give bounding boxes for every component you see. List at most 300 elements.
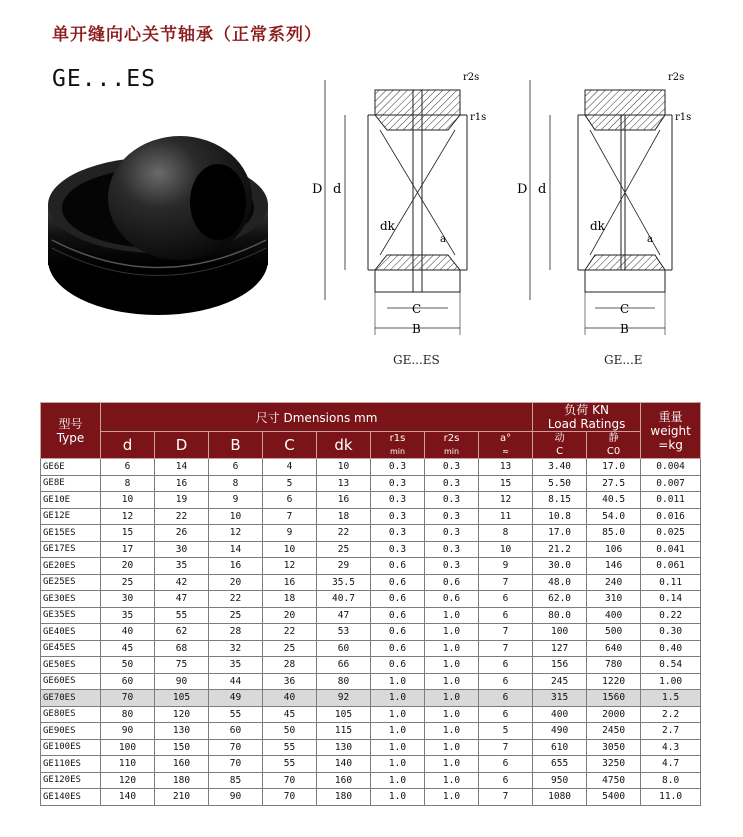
table-cell: 70	[209, 739, 263, 756]
col-r1s	[371, 432, 425, 459]
table-cell: 4750	[587, 772, 641, 789]
cell-type: GE15ES	[41, 525, 101, 542]
caption-ge-es: GE...ES	[393, 353, 440, 367]
table-cell: 160	[317, 772, 371, 789]
table-row	[41, 607, 701, 624]
table-cell: 5	[479, 723, 533, 740]
table-cell: 160	[155, 756, 209, 773]
label-C: C	[412, 302, 422, 316]
table-cell: 22	[209, 591, 263, 608]
col-r2s-label: r2s	[443, 433, 460, 444]
cell-type: GE120ES	[41, 772, 101, 789]
table-row	[41, 640, 701, 657]
label-B: B	[412, 322, 421, 336]
table-cell: 30	[101, 591, 155, 608]
table-cell: 1.0	[425, 756, 479, 773]
table-cell: 0.14	[641, 591, 701, 608]
table-cell: 0.11	[641, 574, 701, 591]
header-type-cn: 型号	[58, 416, 83, 431]
table-cell: 55	[155, 607, 209, 624]
table-cell: 7	[479, 624, 533, 641]
table-cell: 140	[101, 789, 155, 806]
table-cell: 315	[533, 690, 587, 707]
table-cell: 1.0	[425, 772, 479, 789]
table-cell: 50	[263, 723, 317, 740]
table-cell: 100	[533, 624, 587, 641]
col-r1s-sub: min	[389, 447, 406, 456]
table-cell: 1.0	[425, 690, 479, 707]
col-dynamic-label: C	[556, 446, 564, 457]
table-cell: 210	[155, 789, 209, 806]
table-cell: 8	[209, 475, 263, 492]
header-weight-en: weight	[650, 423, 691, 438]
table-cell: 10	[209, 508, 263, 525]
table-cell: 26	[155, 525, 209, 542]
table-cell: 0.3	[371, 541, 425, 558]
cell-type: GE10E	[41, 492, 101, 509]
table-cell: 0.3	[371, 475, 425, 492]
table-cell: 105	[317, 706, 371, 723]
col-alpha-sub: ≈	[502, 447, 509, 456]
table-row	[41, 673, 701, 690]
header-load-cn: 负荷 KN	[564, 403, 609, 417]
cell-type: GE80ES	[41, 706, 101, 723]
table-cell: 70	[263, 789, 317, 806]
table-cell: 21.2	[533, 541, 587, 558]
table-cell: 62.0	[533, 591, 587, 608]
table-cell: 25	[263, 640, 317, 657]
table-cell: 1.0	[425, 739, 479, 756]
table-row	[41, 591, 701, 608]
label-dk: dk	[590, 219, 605, 233]
header-weight-unit: =kg	[658, 437, 683, 452]
table-cell: 49	[209, 690, 263, 707]
table-cell: 7	[479, 640, 533, 657]
table-cell: 40.5	[587, 492, 641, 509]
table-cell: 28	[263, 657, 317, 674]
table-cell: 90	[101, 723, 155, 740]
table-cell: 5	[263, 475, 317, 492]
label-r1s: r1s	[470, 112, 487, 123]
table-cell: 655	[533, 756, 587, 773]
table-cell: 90	[155, 673, 209, 690]
table-cell: 27.5	[587, 475, 641, 492]
table-cell: 0.007	[641, 475, 701, 492]
col-r1s-label: r1s	[389, 433, 406, 444]
table-cell: 7	[479, 789, 533, 806]
table-cell: 25	[101, 574, 155, 591]
table-cell: 4.7	[641, 756, 701, 773]
table-cell: 32	[209, 640, 263, 657]
table-cell: 1220	[587, 673, 641, 690]
col-static-cn: 静	[608, 433, 619, 444]
table-cell: 47	[317, 607, 371, 624]
table-cell: 35	[101, 607, 155, 624]
table-cell: 12	[263, 558, 317, 575]
table-cell: 40	[263, 690, 317, 707]
table-row	[41, 690, 701, 707]
header-type-en: Type	[56, 430, 85, 445]
cell-type: GE100ES	[41, 739, 101, 756]
table-row	[41, 541, 701, 558]
cell-type: GE50ES	[41, 657, 101, 674]
cell-type: GE6E	[41, 459, 101, 476]
table-cell: 10	[263, 541, 317, 558]
table-row	[41, 459, 701, 476]
table-cell: 106	[587, 541, 641, 558]
col-alpha-label: a°	[499, 433, 512, 444]
table-cell: 35	[155, 558, 209, 575]
table-cell: 105	[155, 690, 209, 707]
table-cell: 29	[317, 558, 371, 575]
table-cell: 610	[533, 739, 587, 756]
table-cell: 36	[263, 673, 317, 690]
table-cell: 1.0	[425, 673, 479, 690]
header-type	[41, 403, 101, 459]
table-cell: 8	[479, 525, 533, 542]
table-cell: 2.2	[641, 706, 701, 723]
table-row	[41, 723, 701, 740]
table-cell: 44	[209, 673, 263, 690]
table-cell: 0.3	[371, 459, 425, 476]
table-cell: 0.6	[371, 591, 425, 608]
label-alpha: a	[647, 234, 653, 245]
table-cell: 8.15	[533, 492, 587, 509]
table-cell: 8	[101, 475, 155, 492]
table-cell: 9	[209, 492, 263, 509]
table-cell: 130	[317, 739, 371, 756]
table-cell: 156	[533, 657, 587, 674]
table-cell: 19	[155, 492, 209, 509]
table-cell: 16	[155, 475, 209, 492]
table-cell: 146	[587, 558, 641, 575]
table-cell: 10	[101, 492, 155, 509]
table-cell: 30	[155, 541, 209, 558]
table-cell: 240	[587, 574, 641, 591]
table-cell: 1080	[533, 789, 587, 806]
table-cell: 1.0	[371, 690, 425, 707]
label-D: D	[517, 182, 528, 197]
table-row	[41, 772, 701, 789]
cell-type: GE8E	[41, 475, 101, 492]
table-cell: 1.0	[425, 624, 479, 641]
table-row	[41, 525, 701, 542]
cell-type: GE90ES	[41, 723, 101, 740]
table-cell: 9	[263, 525, 317, 542]
table-row	[41, 508, 701, 525]
label-r1s: r1s	[675, 112, 692, 123]
table-cell: 180	[317, 789, 371, 806]
table-cell: 6	[479, 706, 533, 723]
label-C: C	[620, 302, 630, 316]
table-cell: 16	[317, 492, 371, 509]
table-cell: 0.40	[641, 640, 701, 657]
table-cell: 4.3	[641, 739, 701, 756]
spec-table	[40, 402, 701, 806]
label-d: d	[538, 182, 547, 197]
header-weight	[641, 403, 701, 459]
table-cell: 180	[155, 772, 209, 789]
table-cell: 7	[479, 739, 533, 756]
table-cell: 13	[479, 459, 533, 476]
table-cell: 70	[101, 690, 155, 707]
table-row	[41, 624, 701, 641]
table-cell: 127	[533, 640, 587, 657]
table-cell: 0.6	[371, 624, 425, 641]
bearing-photo	[40, 120, 280, 330]
table-cell: 8.0	[641, 772, 701, 789]
table-cell: 45	[263, 706, 317, 723]
table-cell: 130	[155, 723, 209, 740]
table-cell: 14	[155, 459, 209, 476]
table-cell: 0.041	[641, 541, 701, 558]
table-cell: 54.0	[587, 508, 641, 525]
col-r2s	[425, 432, 479, 459]
table-cell: 1560	[587, 690, 641, 707]
cell-type: GE35ES	[41, 607, 101, 624]
table-row	[41, 558, 701, 575]
table-cell: 0.3	[425, 558, 479, 575]
table-cell: 70	[263, 772, 317, 789]
table-cell: 17.0	[533, 525, 587, 542]
table-cell: 85	[209, 772, 263, 789]
table-cell: 0.004	[641, 459, 701, 476]
table-cell: 490	[533, 723, 587, 740]
table-cell: 6	[263, 492, 317, 509]
caption-ge-e: GE...E	[604, 353, 643, 367]
table-cell: 66	[317, 657, 371, 674]
table-cell: 1.0	[371, 756, 425, 773]
table-cell: 0.6	[371, 574, 425, 591]
table-cell: 1.0	[371, 772, 425, 789]
table-cell: 11	[479, 508, 533, 525]
table-cell: 0.6	[425, 574, 479, 591]
table-cell: 1.0	[371, 706, 425, 723]
table-cell: 20	[209, 574, 263, 591]
table-cell: 35.5	[317, 574, 371, 591]
series-label: GE...ES	[52, 66, 156, 92]
cell-type: GE60ES	[41, 673, 101, 690]
table-cell: 115	[317, 723, 371, 740]
table-cell: 5400	[587, 789, 641, 806]
table-cell: 1.0	[371, 789, 425, 806]
table-cell: 6	[209, 459, 263, 476]
table-cell: 40.7	[317, 591, 371, 608]
label-B: B	[620, 322, 629, 336]
table-cell: 62	[155, 624, 209, 641]
table-cell: 14	[209, 541, 263, 558]
table-row	[41, 657, 701, 674]
col-static-label: C0	[606, 446, 621, 457]
col-dk: dk	[317, 432, 371, 459]
table-cell: 6	[479, 772, 533, 789]
table-cell: 1.0	[425, 706, 479, 723]
table-cell: 6	[479, 756, 533, 773]
table-cell: 0.54	[641, 657, 701, 674]
table-cell: 3.40	[533, 459, 587, 476]
table-cell: 780	[587, 657, 641, 674]
table-cell: 0.3	[371, 508, 425, 525]
table-cell: 22	[263, 624, 317, 641]
table-cell: 0.3	[425, 475, 479, 492]
cell-type: GE70ES	[41, 690, 101, 707]
table-cell: 2.7	[641, 723, 701, 740]
table-cell: 1.0	[371, 673, 425, 690]
table-row	[41, 756, 701, 773]
table-row	[41, 789, 701, 806]
table-cell: 92	[317, 690, 371, 707]
table-cell: 35	[209, 657, 263, 674]
cell-type: GE40ES	[41, 624, 101, 641]
table-cell: 3250	[587, 756, 641, 773]
table-cell: 7	[479, 574, 533, 591]
table-cell: 80	[317, 673, 371, 690]
page-title: 单开缝向心关节轴承（正常系列）	[52, 25, 322, 45]
table-cell: 42	[155, 574, 209, 591]
header-weight-cn: 重量	[658, 409, 683, 424]
table-cell: 6	[479, 690, 533, 707]
table-cell: 50	[101, 657, 155, 674]
table-cell: 2450	[587, 723, 641, 740]
table-cell: 0.011	[641, 492, 701, 509]
table-cell: 0.016	[641, 508, 701, 525]
table-cell: 0.025	[641, 525, 701, 542]
table-cell: 53	[317, 624, 371, 641]
label-r2s: r2s	[463, 72, 480, 83]
col-dynamic-cn: 动	[554, 433, 565, 444]
table-cell: 950	[533, 772, 587, 789]
table-cell: 500	[587, 624, 641, 641]
col-D: D	[155, 432, 209, 459]
table-cell: 1.0	[371, 739, 425, 756]
table-cell: 7	[263, 508, 317, 525]
table-cell: 0.6	[371, 640, 425, 657]
table-cell: 1.0	[425, 723, 479, 740]
label-dk: dk	[380, 219, 395, 233]
table-cell: 25	[317, 541, 371, 558]
table-cell: 40	[101, 624, 155, 641]
table-cell: 6	[479, 607, 533, 624]
table-cell: 1.5	[641, 690, 701, 707]
table-cell: 15	[101, 525, 155, 542]
table-cell: 4	[263, 459, 317, 476]
col-d: d	[101, 432, 155, 459]
table-cell: 28	[209, 624, 263, 641]
table-cell: 0.3	[425, 541, 479, 558]
drawing-ge-e	[505, 70, 705, 370]
table-cell: 6	[479, 591, 533, 608]
col-B: B	[209, 432, 263, 459]
table-cell: 1.0	[425, 657, 479, 674]
table-cell: 18	[263, 591, 317, 608]
table-cell: 0.3	[371, 492, 425, 509]
table-cell: 120	[101, 772, 155, 789]
table-cell: 140	[317, 756, 371, 773]
table-cell: 3050	[587, 739, 641, 756]
table-cell: 18	[317, 508, 371, 525]
table-cell: 25	[209, 607, 263, 624]
table-cell: 22	[317, 525, 371, 542]
table-cell: 6	[101, 459, 155, 476]
table-row	[41, 739, 701, 756]
table-cell: 10.8	[533, 508, 587, 525]
cell-type: GE17ES	[41, 541, 101, 558]
header-dimensions: 尺寸 Dmensions mm	[101, 403, 533, 432]
table-cell: 310	[587, 591, 641, 608]
table-cell: 16	[263, 574, 317, 591]
table-cell: 0.22	[641, 607, 701, 624]
col-C: C	[263, 432, 317, 459]
table-cell: 10	[479, 541, 533, 558]
table-cell: 12	[209, 525, 263, 542]
label-alpha: a	[440, 234, 446, 245]
table-cell: 15	[479, 475, 533, 492]
table-cell: 10	[317, 459, 371, 476]
table-cell: 75	[155, 657, 209, 674]
table-cell: 60	[317, 640, 371, 657]
table-cell: 30.0	[533, 558, 587, 575]
table-row	[41, 574, 701, 591]
table-cell: 0.6	[371, 657, 425, 674]
drawing-ge-es	[300, 70, 505, 370]
cell-type: GE140ES	[41, 789, 101, 806]
table-cell: 17	[101, 541, 155, 558]
header-load-en: Load Ratings	[547, 417, 626, 431]
col-static	[587, 432, 641, 459]
table-cell: 110	[101, 756, 155, 773]
table-cell: 16	[209, 558, 263, 575]
table-cell: 60	[101, 673, 155, 690]
table-cell: 0.3	[371, 525, 425, 542]
table-cell: 1.0	[371, 723, 425, 740]
table-cell: 55	[263, 756, 317, 773]
cell-type: GE12E	[41, 508, 101, 525]
table-cell: 0.6	[371, 607, 425, 624]
table-cell: 0.3	[425, 525, 479, 542]
header-load	[533, 403, 641, 432]
table-cell: 6	[479, 673, 533, 690]
table-cell: 9	[479, 558, 533, 575]
table-cell: 640	[587, 640, 641, 657]
table-cell: 13	[317, 475, 371, 492]
label-D: D	[312, 182, 323, 197]
cell-type: GE110ES	[41, 756, 101, 773]
table-cell: 90	[209, 789, 263, 806]
table-cell: 80.0	[533, 607, 587, 624]
table-cell: 12	[101, 508, 155, 525]
table-cell: 20	[101, 558, 155, 575]
label-d: d	[333, 182, 342, 197]
table-cell: 100	[101, 739, 155, 756]
table-cell: 0.30	[641, 624, 701, 641]
spec-table-body	[41, 459, 701, 806]
table-cell: 0.3	[425, 492, 479, 509]
table-cell: 6	[479, 657, 533, 674]
table-cell: 1.0	[425, 640, 479, 657]
table-cell: 60	[209, 723, 263, 740]
table-cell: 70	[209, 756, 263, 773]
table-cell: 80	[101, 706, 155, 723]
table-cell: 400	[533, 706, 587, 723]
table-cell: 47	[155, 591, 209, 608]
table-cell: 55	[263, 739, 317, 756]
table-cell: 55	[209, 706, 263, 723]
table-cell: 0.6	[425, 591, 479, 608]
table-cell: 48.0	[533, 574, 587, 591]
table-cell: 245	[533, 673, 587, 690]
cell-type: GE30ES	[41, 591, 101, 608]
table-cell: 12	[479, 492, 533, 509]
